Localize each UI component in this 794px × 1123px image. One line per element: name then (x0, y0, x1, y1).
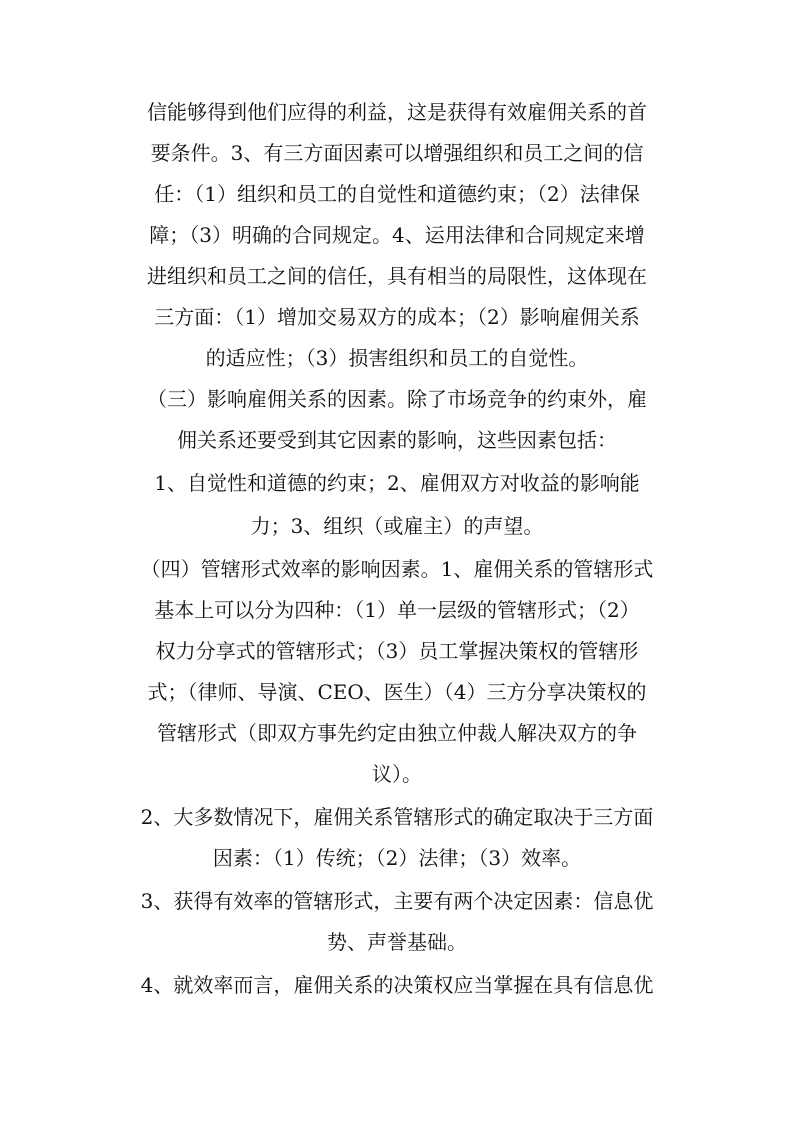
text-line: 4、就效率而言，雇佣关系的决策权应当掌握在具有信息优 (140, 973, 654, 997)
text-line: 信能够得到他们应得的利益，这是获得有效雇佣关系的首 (147, 100, 647, 124)
text-line: 的适应性；（3）损害组织和员工的自觉性。 (205, 346, 589, 370)
text-line: 式；（律师、导演、CEO、医生）（4）三方分享决策权的 (147, 680, 647, 704)
text-line: 佣关系还要受到其它因素的影响，这些因素包括： (177, 428, 617, 452)
text-line: 力；3、组织（或雇主）的声望。 (250, 514, 544, 538)
text-line: 1、自觉性和道德的约束；2、雇佣双方对收益的影响能 (154, 471, 640, 495)
section-heading-line: （三）影响雇佣关系的因素。除了市场竞争的约束外，雇 (147, 387, 647, 411)
text-line: 管辖形式（即双方事先约定由独立仲裁人解决双方的争 (157, 721, 637, 745)
text-line: 2、大多数情况下，雇佣关系管辖形式的确定取决于三方面 (140, 805, 654, 829)
text-line: 基本上可以分为四种：（1）单一层级的管辖形式；（2） (154, 598, 640, 622)
text-line: 因素：（1）传统；（2）法律；（3）效率。 (212, 846, 582, 870)
text-line: 权力分享式的管辖形式；（3）员工掌握决策权的管辖形 (155, 639, 639, 663)
text-line: 障；（3）明确的合同规定。4、运用法律和合同规定来增 (149, 223, 645, 247)
text-line: 3、获得有效率的管辖形式，主要有两个决定因素：信息优 (140, 889, 654, 913)
text-line: 进组织和员工之间的信任，具有相当的局限性，这体现在 (147, 264, 647, 288)
text-line: 三方面：（1）增加交易双方的成本；（2）影响雇佣关系 (154, 305, 640, 329)
text-line: 要条件。3、有三方面因素可以增强组织和员工之间的信 (150, 141, 644, 165)
text-line: 议）。 (372, 762, 422, 786)
text-line: 任：（1）组织和员工的自觉性和道德约束；（2）法律保 (154, 182, 640, 206)
section-heading-line: （四）管辖形式效率的影响因素。1、雇佣关系的管辖形式 (140, 557, 654, 581)
text-line: 势、声誉基础。 (327, 930, 467, 954)
